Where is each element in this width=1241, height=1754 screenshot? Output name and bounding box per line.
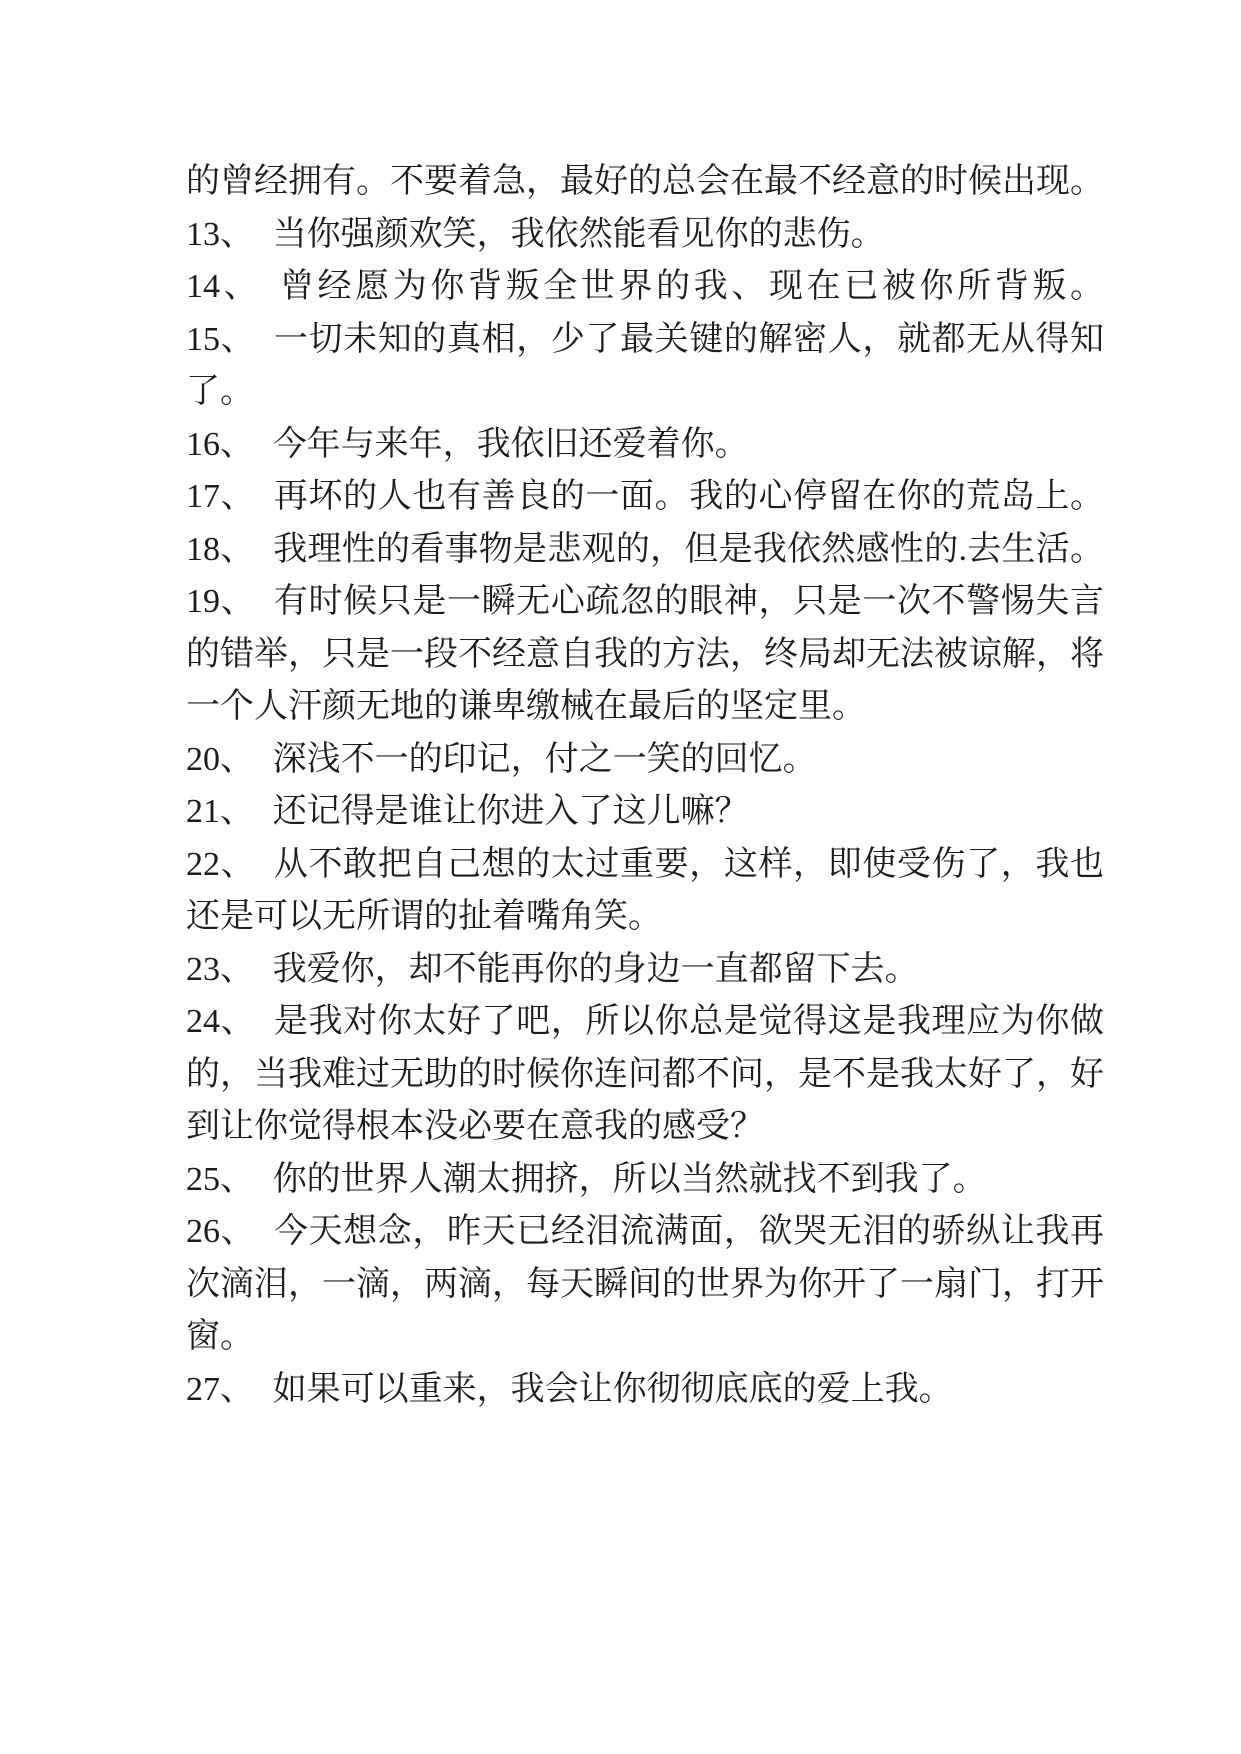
quote-item [186, 786, 1104, 839]
item-number: 16、 [186, 425, 254, 463]
quote-item [186, 314, 1104, 419]
item-number: 17、 [186, 478, 256, 515]
item-text: 我爱你，却不能再你的身边一直都留下去。 [272, 950, 919, 988]
quote-item [186, 419, 1104, 472]
item-text: 我理性的看事物是悲观的，但是我依然感性的.去生活。 [273, 530, 1105, 568]
item-number: 26、 [186, 1213, 256, 1250]
quote-list [186, 156, 1104, 1416]
item-text: 有时候只是一瞬无心疏忽的眼神，只是一次不警惕失言的错举，只是一段不经意自我的方法，终局却无法被谅解，将一个人汗颜无地的谦卑缴械在最后的坚定里。 [186, 583, 1105, 725]
item-number: 24、 [186, 1003, 256, 1040]
item-number: 19、 [186, 583, 256, 620]
item-number: 21、 [186, 793, 254, 830]
item-text: 你的世界人潮太拥挤，所以当然就找不到我了。 [272, 1160, 987, 1198]
item-text: 是我对你太好了吧，所以你总是觉得这是我理应为你做的，当我难过无助的时候你连问都不问，是不是我太好了，好到让你觉得根本没必要在意我的感受？ [186, 1003, 1105, 1145]
quote-item [186, 576, 1104, 734]
item-text: 还记得是谁让你进入了这儿嘛？ [272, 793, 749, 830]
item-text: 曾经愿为你背叛全世界的我、现在已被你所背叛。 [279, 268, 1105, 305]
item-text: 从不敢把自己想的太过重要，这样，即使受伤了，我也还是可以无所谓的扯着嘴角笑。 [186, 845, 1105, 935]
quote-item [186, 734, 1104, 787]
item-number: 18、 [186, 530, 255, 568]
quote-item [186, 1154, 1104, 1207]
item-text: 一切未知的真相，少了最关键的解密人，就都无从得知了。 [186, 320, 1105, 410]
item-number: 14、 [186, 268, 262, 305]
quote-item [186, 524, 1104, 577]
item-number: 25、 [186, 1160, 254, 1198]
item-text: 今年与来年，我依旧还爱着你。 [272, 425, 749, 463]
item-number: 23、 [186, 950, 254, 988]
quote-item [186, 944, 1104, 997]
quote-item [186, 1364, 1104, 1417]
quote-item [186, 209, 1104, 262]
item-text: 当你强颜欢笑，我依然能看见你的悲伤。 [272, 215, 885, 253]
item-text: 如果可以重来，我会让你彻彻底底的爱上我。 [272, 1370, 953, 1408]
item-number: 15、 [186, 320, 256, 358]
quote-item [186, 471, 1104, 524]
quote-item [186, 1206, 1104, 1364]
quote-item [186, 261, 1104, 314]
item-number: 27、 [186, 1370, 254, 1408]
item-text: 深浅不一的印记，付之一笑的回忆。 [272, 740, 817, 778]
item-text: 再坏的人也有善良的一面。我的心停留在你的荒岛上。 [273, 478, 1105, 515]
item-text: 今天想念，昨天已经泪流满面，欲哭无泪的骄纵让我再次滴泪，一滴，两滴，每天瞬间的世界为你开了一扇门，打开窗。 [186, 1213, 1105, 1355]
item-number: 20、 [186, 740, 254, 778]
lead-paragraph: 的曾经拥有。不要着急，最好的总会在最不经意的时候出现。 [186, 163, 1104, 200]
item-number: 13、 [186, 215, 254, 253]
quote-item [186, 839, 1104, 944]
item-number: 22、 [186, 845, 256, 883]
quote-item [186, 996, 1104, 1154]
